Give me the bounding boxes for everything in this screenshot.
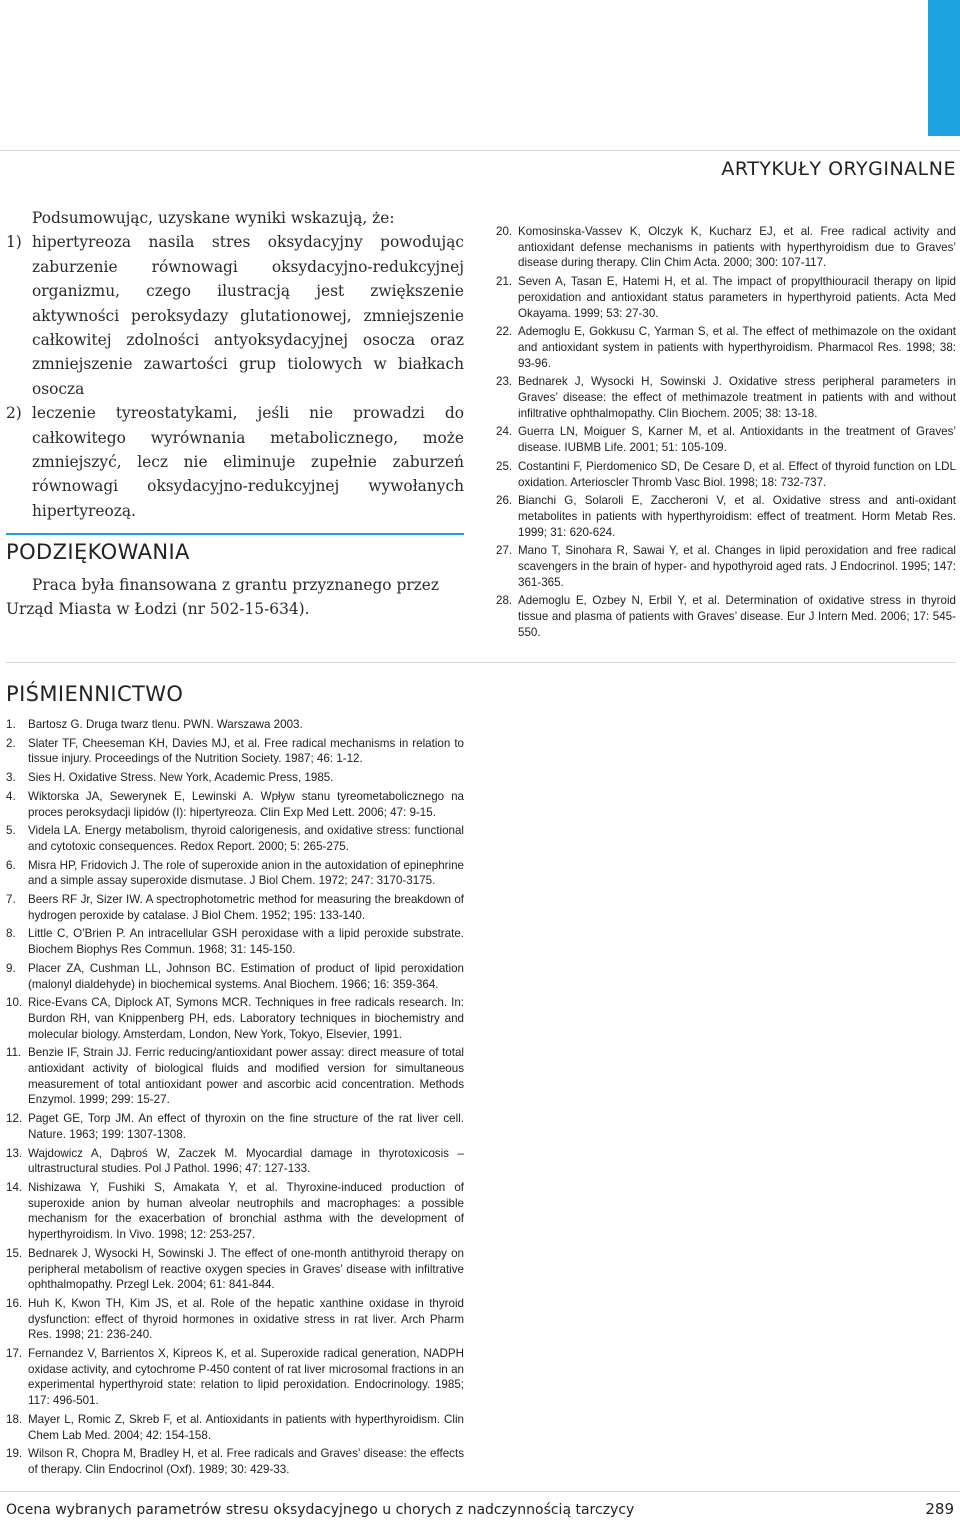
header-divider [0, 150, 960, 151]
reference-text: Guerra LN, Moiguer S, Karner M, et al. Antioxidants in the treatment of Graves’ disease. IUBMB Life. 2001; 51: 105-109. [518, 425, 956, 455]
reference-text: Fernandez V, Barrientos X, Kipreos K, et al. Superoxide radical generation, NADPH oxidase activity, and cytochrome P-450 content of rat liver microsomal fractions in an experimental hyperthyroid state: relation to lipid peroxidation. Endocrinology. 1985; 117: 496-501. [28, 1347, 464, 1408]
reference-text: Beers RF Jr, Sizer IW. A spectrophotometric method for measuring the breakdown of hydrogen peroxide by catalase. J Biol Chem. 1952; 195: 133-140. [28, 893, 464, 922]
reference-text: Ademoglu E, Gokkusu C, Yarman S, et al. The effect of methimazole on the oxidant and antioxidant system in patients with hyperthyroidism. Pharmacol Res. 1998; 38: 93-96. [518, 325, 956, 370]
reference-number: 6. [6, 858, 16, 872]
acknowledgements-text: Praca była finansowana z grantu przyznanego przez Urząd Miasta w Łodzi (nr 502-15-634). [6, 576, 440, 618]
reference-text: Paget GE, Torp JM. An effect of thyroxin on the fine structure of the rat liver cell. Nature. 1963; 199: 1307-1308. [28, 1112, 464, 1141]
reference-text: Little C, O’Brien P. An intracellular GSH peroxidase with a lipid peroxide substrate. Biochem Biophys Res Commun. 1968; 31: 145-150. [28, 927, 464, 957]
reference-text: Costantini F, Pierdomenico SD, De Cesare D, et al. Effect of thyroid function on LDL oxidation. Arterioscler Thromb Vasc Biol. 1998; 18: 732-737. [518, 459, 956, 489]
reference-number: 11. [6, 1046, 22, 1060]
conclusion-point [6, 230, 464, 401]
conclusions [6, 206, 464, 523]
reference-text: Bianchi G, Solaroli E, Zaccheroni V, et al. Oxidative stress and anti-oxidant metabolites in patients with hyperthyroidism: effect of treatment. Horm Metab Res. 1999; 31: 620-624. [518, 494, 956, 539]
reference-text: Bednarek J, Wysocki H, Sowinski J. Oxidative stress peripheral parameters in Graves’ disease: the effect of methimazole treatment in patients with and without infiltrative ophthalmopathy. Clin Biochem. 2005; 38: 13-18. [518, 375, 956, 420]
reference-item [6, 736, 464, 767]
reference-number: 20. [496, 225, 513, 238]
reference-item [6, 892, 464, 923]
running-title: Ocena wybranych parametrów stresu oksydacyjnego u chorych z nadczynnością tarczycy [6, 1502, 635, 1518]
reference-item [496, 274, 956, 321]
reference-item [6, 995, 464, 1042]
page-number: 289 [925, 1500, 954, 1518]
reference-text: Slater TF, Cheeseman KH, Davies MJ, et al. Free radical mechanisms in relation to tissue injury. Proceedings of the Nutrition Society. 1987; 46: 1-12. [28, 736, 464, 766]
reference-number: 15. [6, 1246, 23, 1260]
reference-item [6, 1111, 464, 1142]
reference-item [6, 1146, 464, 1177]
reference-number: 3. [6, 771, 16, 785]
reference-item [6, 770, 464, 786]
reference-number: 21. [496, 275, 513, 289]
reference-text: Wilson R, Chopra M, Bradley H, et al. Free radicals and Graves’ disease: the effects of therapy. Clin Endocrinol (Oxf). 1989; 30: 429-33. [28, 1447, 464, 1476]
conclusion-number: 1) [6, 233, 22, 252]
reference-number: 26. [496, 494, 513, 508]
reference-number: 28. [496, 594, 513, 608]
reference-text: Misra HP, Fridovich J. The role of superoxide anion in the autoxidation of epinephrine and a simple assay superoxide dismutase. J Biol Chem. 1972; 247: 3170-3175. [28, 858, 464, 888]
reference-item [496, 459, 956, 490]
reference-number: 14. [6, 1180, 23, 1194]
reference-number: 10. [6, 996, 23, 1010]
reference-number: 1. [6, 718, 16, 731]
reference-list-continued [496, 224, 956, 644]
reference-text: Rice-Evans CA, Diplock AT, Symons MCR. Techniques in free radicals research. In: Burdon RH, van Knippenberg PH, eds. Laboratory techniques in biochemistry and molecular biology. Amsterdam, London, New York, Tokyo, Elsevier, 1991. [28, 996, 464, 1041]
footer-divider [0, 1491, 960, 1492]
reference-number: 4. [6, 789, 16, 803]
reference-number: 7. [6, 893, 16, 907]
reference-text: Seven A, Tasan E, Hatemi H, et al. The impact of propylthiouracil therapy on lipid peroxidation and antioxidant status parameters in hyperthyroid patients. Acta Med Okayama. 1999; 53: 27-30. [518, 275, 956, 320]
reference-text: Wiktorska JA, Sewerynek E, Lewinski A. Wpływ stanu tyreometabolicznego na proces peroksydacji lipidów (I): hipertyreoza. Clin Exp Med Lett. 2006; 47: 9-15. [28, 789, 464, 819]
section-label: ARTYKUŁY ORYGINALNE [721, 158, 956, 180]
reference-item [496, 424, 956, 455]
references-divider [6, 662, 956, 663]
reference-item [496, 493, 956, 540]
conclusion-point [6, 401, 464, 523]
conclusion-text: hipertyreoza nasila stres oksydacyjny powodując zaburzenie równowagi oksydacyjno-redukcyjnej organizmu, czego ilustracją jest zwiększenie aktywności peroksydazy glutationowej, zmniejszenie całkowitej zdolności antyoksydacyjnej osocza oraz zmniejszenie zawartości grup tiolowych w białkach osocza [32, 233, 464, 398]
reference-number: 12. [6, 1112, 23, 1126]
reference-text: Videla LA. Energy metabolism, thyroid calorigenesis, and oxidative stress: functional and cytotoxic consequences. Redox Report. 2000; 5: 265-275. [28, 824, 464, 853]
reference-text: Nishizawa Y, Fushiki S, Amakata Y, et al. Thyroxine-induced production of superoxide anion by human alveolar neutrophils and macrophages: a possible mechanism for the exacerbation of bronchial asthma with the development of hyperthyroidism. In Vivo. 1998; 12: 253-257. [28, 1180, 464, 1242]
reference-text: Mano T, Sinohara R, Sawai Y, et al. Changes in lipid peroxidation and free radical scavengers in the brain of hyper- and hypothyroid aged rats. J Endocrinol. 1995; 147: 361-365. [518, 544, 956, 589]
reference-number: 16. [6, 1296, 23, 1310]
reference-item [6, 717, 464, 733]
reference-number: 13. [6, 1146, 23, 1160]
accent-bar [928, 0, 960, 136]
reference-item [6, 961, 464, 992]
reference-text: Benzie IF, Strain JJ. Ferric reducing/antioxidant power assay: direct measure of total antioxidant activity of biological fluids and modified version for simultaneous measurement of total antioxidant power and ascorbic acid concentration. Methods Enzymol. 1999; 299: 15-27. [28, 1046, 464, 1107]
reference-text: Ademoglu E, Ozbey N, Erbil Y, et al. Determination of oxidative stress in thyroid tissue and plasma of patients with Graves’ disease. Eur J Intern Med. 2006; 17: 545-550. [518, 594, 956, 639]
reference-number: 19. [6, 1447, 23, 1461]
acknowledgements-heading: PODZIĘKOWANIA [6, 540, 190, 564]
reference-list [6, 717, 464, 1481]
reference-item [6, 1180, 464, 1243]
reference-number: 9. [6, 961, 16, 975]
references-heading: PIŚMIENNICTWO [6, 682, 184, 706]
reference-number: 25. [496, 459, 513, 473]
reference-text: Placer ZA, Cushman LL, Johnson BC. Estimation of product of lipid peroxidation (malonyl dialdehyde) in biochemical systems. Anal Biochem. 1966; 16: 359-364. [28, 961, 464, 991]
conclusion-text: leczenie tyreostatykami, jeśli nie prowadzi do całkowitego wyrównania metabolicznego, może zmniejszyć, lecz nie eliminuje zupełnie zaburzeń równowagi oksydacyjno-redukcyjnej wywołanych hipertyreozą. [32, 404, 464, 520]
reference-number: 8. [6, 927, 16, 941]
reference-item [6, 1296, 464, 1343]
reference-item [6, 1246, 464, 1293]
reference-item [6, 789, 464, 820]
reference-number: 23. [496, 375, 513, 389]
reference-text: Komosinska-Vassev K, Olczyk K, Kucharz EJ, et al. Free radical activity and antioxidant defense mechanisms in patients with hyperthyroidism due to Graves’ disease during therapy. Clin Chim Acta. 2000; 300: 107-117. [518, 225, 956, 270]
reference-number: 24. [496, 425, 513, 439]
conclusions-lead: Podsumowując, uzyskane wyniki wskazują, że: [32, 209, 395, 227]
reference-item [496, 593, 956, 640]
reference-text: Sies H. Oxidative Stress. New York, Academic Press, 1985. [28, 771, 334, 785]
reference-item [6, 1446, 464, 1477]
reference-item [6, 926, 464, 957]
reference-text: Bartosz G. Druga twarz tlenu. PWN. Warszawa 2003. [28, 718, 303, 731]
reference-item [6, 823, 464, 854]
reference-item [6, 1045, 464, 1108]
reference-text: Bednarek J, Wysocki H, Sowinski J. The effect of one-month antithyroid therapy on peripheral metabolism of reactive oxygen species in Graves’ disease with infiltrative ophthalmopathy. Przegl Lek. 2004; 61: 841-844. [28, 1246, 464, 1292]
reference-number: 17. [6, 1347, 23, 1361]
reference-item [6, 858, 464, 889]
reference-number: 5. [6, 824, 16, 838]
reference-number: 2. [6, 736, 16, 750]
reference-number: 18. [6, 1412, 23, 1426]
reference-text: Mayer L, Romic Z, Skreb F, et al. Antioxidants in patients with hyperthyroidism. Clin Chem Lab Med. 2004; 42: 154-158. [28, 1412, 464, 1442]
reference-number: 27. [496, 544, 513, 558]
reference-item [496, 324, 956, 371]
reference-item [6, 1412, 464, 1443]
reference-text: Wajdowicz A, Dąbroś W, Zaczek M. Myocardial damage in thyrotoxicosis – ultrastructural studies. Pol J Pathol. 1996; 47: 127-133. [28, 1146, 464, 1176]
reference-item [496, 543, 956, 590]
acknowledgements-rule [6, 533, 464, 535]
reference-item [496, 224, 956, 271]
reference-number: 22. [496, 325, 513, 339]
conclusion-number: 2) [6, 404, 22, 423]
reference-item [496, 374, 956, 421]
reference-text: Huh K, Kwon TH, Kim JS, et al. Role of the hepatic xanthine oxidase in thyroid dysfunction: effect of thyroid hormones in oxidative stress in rat liver. Arch Pharm Res. 1998; 21: 236-240. [28, 1296, 464, 1342]
reference-item [6, 1346, 464, 1409]
